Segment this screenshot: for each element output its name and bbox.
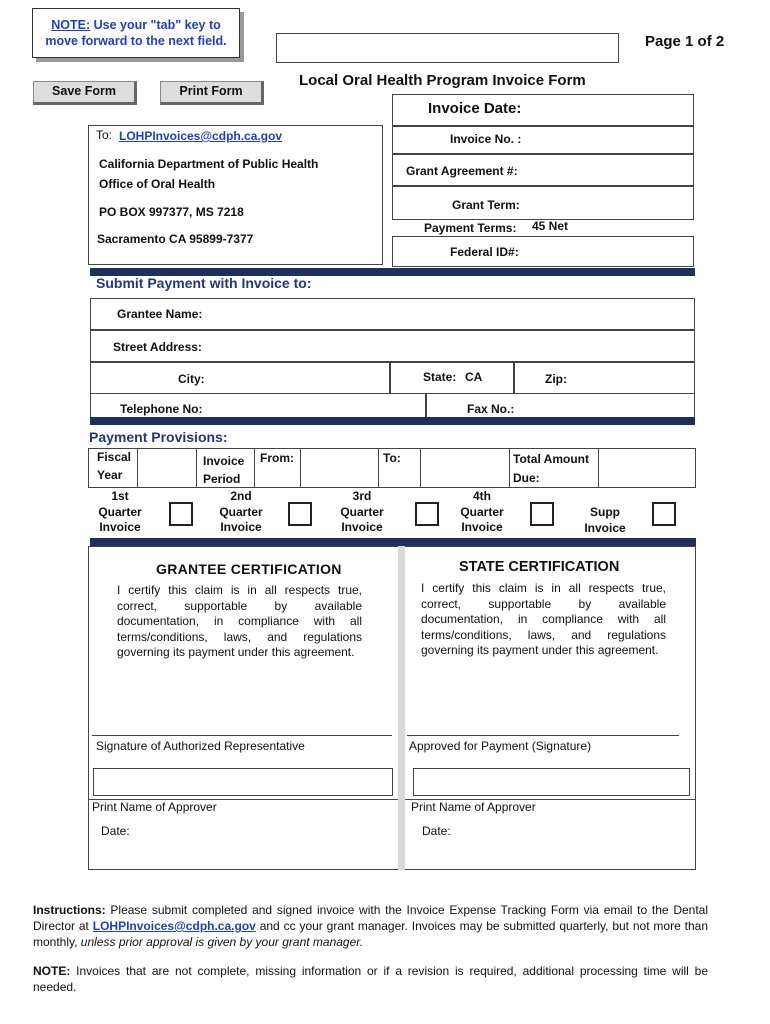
invoice-date-field[interactable]	[528, 96, 692, 124]
to-label: To:	[96, 128, 113, 142]
submit-payment-heading: Submit Payment with Invoice to:	[96, 275, 312, 291]
grantee-cert-shadow	[398, 546, 405, 870]
grantee-signature-label: Signature of Authorized Representative	[96, 739, 305, 753]
payment-provisions-heading: Payment Provisions:	[89, 429, 228, 445]
instructions-email-link[interactable]: LOHPInvoices@cdph.ca.gov	[92, 919, 256, 933]
save-form-button[interactable]: Save Form	[33, 81, 137, 105]
invoice-number-row	[392, 126, 694, 154]
city-label: City:	[178, 372, 205, 386]
fiscal-year-line2: Year	[97, 468, 123, 482]
zip-field[interactable]	[514, 362, 695, 394]
note-box	[32, 8, 240, 58]
to-period-label: To:	[383, 451, 401, 465]
quarter1-line3: Invoice	[99, 520, 141, 534]
section-divider-mid	[90, 417, 695, 425]
section-divider-bottom	[90, 538, 696, 546]
payment-terms-label: Payment Terms:	[424, 221, 517, 235]
state-cert-text: I certify this claim is in all respects true, correct, supportable by available documentation, in compliance with all terms/conditions, laws, and regulations governing its payment under this agreement.	[421, 581, 666, 657]
supp-line2: Invoice	[584, 520, 626, 535]
state-label: State:	[423, 370, 457, 384]
quarter3-label	[339, 489, 385, 536]
total-amount-line2: Due:	[513, 471, 540, 485]
state-signature-line	[407, 735, 679, 736]
quarter2-checkbox[interactable]	[288, 502, 312, 526]
fiscal-year-line1: Fiscal	[97, 450, 132, 464]
to-email-link[interactable]: LOHPInvoices@cdph.ca.gov	[119, 129, 283, 143]
quarter1-line2: Quarter	[98, 504, 142, 519]
provisions-div7	[509, 448, 510, 488]
grantee-print-name-label: Print Name of Approver	[92, 800, 217, 814]
to-field[interactable]	[421, 449, 508, 487]
state-signature-label: Approved for Payment (Signature)	[409, 739, 592, 753]
quarter2-label	[218, 489, 264, 536]
instructions-text2: and cc your grant manager. Invoices may be submitted quarterly, but not more than monthly,	[33, 919, 708, 949]
zip-label: Zip:	[545, 372, 567, 386]
grantee-cert-text: I certify this claim is in all respects true, correct, supportable by available documentation, in compliance with all terms/conditions, laws, and regulations governing its payment under this agreement.	[117, 583, 362, 659]
fax-label: Fax No.:	[467, 402, 515, 416]
to-line4: Sacramento CA 95899-7377	[97, 232, 254, 246]
supp-line1: Supp	[590, 505, 620, 519]
quarter2-line1: 2nd	[230, 489, 252, 503]
grant-term-row	[392, 186, 694, 220]
footer-note-text: Invoices that are not complete, missing information or if a revision is required, additional processing time will be needed.	[33, 964, 708, 994]
instructions-text1: Please submit completed and signed invoice with the Invoice Expense Tracking Form via email to the Dental Director at	[33, 903, 708, 933]
quarter1-line1: 1st	[111, 489, 129, 503]
invoice-number-label: Invoice No. :	[450, 132, 522, 146]
to-line1: California Department of Public Health	[99, 157, 319, 171]
federal-id-label: Federal ID#:	[450, 245, 519, 259]
instructions-paragraph	[33, 902, 708, 950]
telephone-label: Telephone No:	[120, 402, 203, 416]
to-line2: Office of Oral Health	[99, 177, 216, 191]
instructions-text3: unless prior approval is given by your grant manager.	[80, 935, 364, 949]
from-label: From:	[260, 451, 294, 465]
form-title: Local Oral Health Program Invoice Form	[299, 72, 586, 89]
invoice-period-line2: Period	[203, 472, 241, 486]
state-date-label: Date:	[422, 824, 451, 838]
supp-invoice-label	[582, 505, 628, 536]
supp-invoice-checkbox[interactable]	[652, 502, 676, 526]
state-cert-title: STATE CERTIFICATION	[459, 559, 620, 575]
quarter3-line3: Invoice	[341, 520, 383, 534]
grant-agreement-label: Grant Agreement #:	[406, 164, 518, 178]
from-field[interactable]	[301, 449, 377, 487]
to-line3: PO BOX 997377, MS 7218	[99, 205, 244, 219]
note-label: NOTE:	[51, 18, 91, 32]
provisions-div2	[196, 448, 197, 488]
quarter3-checkbox[interactable]	[415, 502, 439, 526]
quarter2-line3: Invoice	[220, 520, 262, 534]
grantee-cert-title: GRANTEE CERTIFICATION	[156, 561, 342, 577]
state-print-name-label: Print Name of Approver	[411, 800, 536, 814]
total-amount-field[interactable]	[599, 449, 695, 487]
total-amount-line1: Total Amount	[513, 452, 589, 466]
quarter2-line2: Quarter	[219, 504, 263, 519]
state-print-name-field[interactable]	[413, 768, 690, 796]
state-value: CA	[465, 370, 483, 384]
fiscal-year-field[interactable]	[138, 449, 195, 487]
footer-note-label: NOTE:	[33, 964, 71, 978]
quarter4-checkbox[interactable]	[530, 502, 554, 526]
federal-id-row	[392, 236, 694, 267]
invoice-period-line1: Invoice	[203, 454, 245, 468]
quarter4-label	[459, 489, 505, 536]
quarter4-line2: Quarter	[460, 504, 504, 519]
quarter4-line3: Invoice	[461, 520, 503, 534]
quarter1-label	[97, 489, 143, 536]
invoice-date-label: Invoice Date:	[428, 100, 522, 117]
street-address-label: Street Address:	[113, 340, 202, 354]
print-form-button[interactable]: Print Form	[160, 81, 264, 105]
provisions-div5	[378, 448, 379, 488]
quarter1-checkbox[interactable]	[169, 502, 193, 526]
grantee-name-label: Grantee Name:	[117, 307, 203, 321]
grantee-date-label: Date:	[101, 824, 130, 838]
grantee-signature-line	[92, 735, 392, 736]
note-text-line2: move forward to the next field.	[45, 34, 227, 48]
instructions-label: Instructions:	[33, 903, 106, 917]
payment-terms-value: 45 Net	[532, 219, 569, 233]
header-field[interactable]	[276, 33, 619, 63]
city-field[interactable]	[90, 362, 390, 394]
quarter3-line1: 3rd	[352, 489, 372, 503]
page-indicator: Page 1 of 2	[645, 33, 725, 50]
grant-term-label: Grant Term:	[452, 198, 520, 212]
provisions-div3	[254, 448, 255, 488]
note-text-line1: Use your "tab" key to	[93, 18, 221, 32]
quarter3-line2: Quarter	[340, 504, 384, 519]
quarter4-line1: 4th	[473, 489, 491, 503]
grantee-print-name-field[interactable]	[93, 768, 393, 796]
footer-note-paragraph	[33, 963, 708, 995]
